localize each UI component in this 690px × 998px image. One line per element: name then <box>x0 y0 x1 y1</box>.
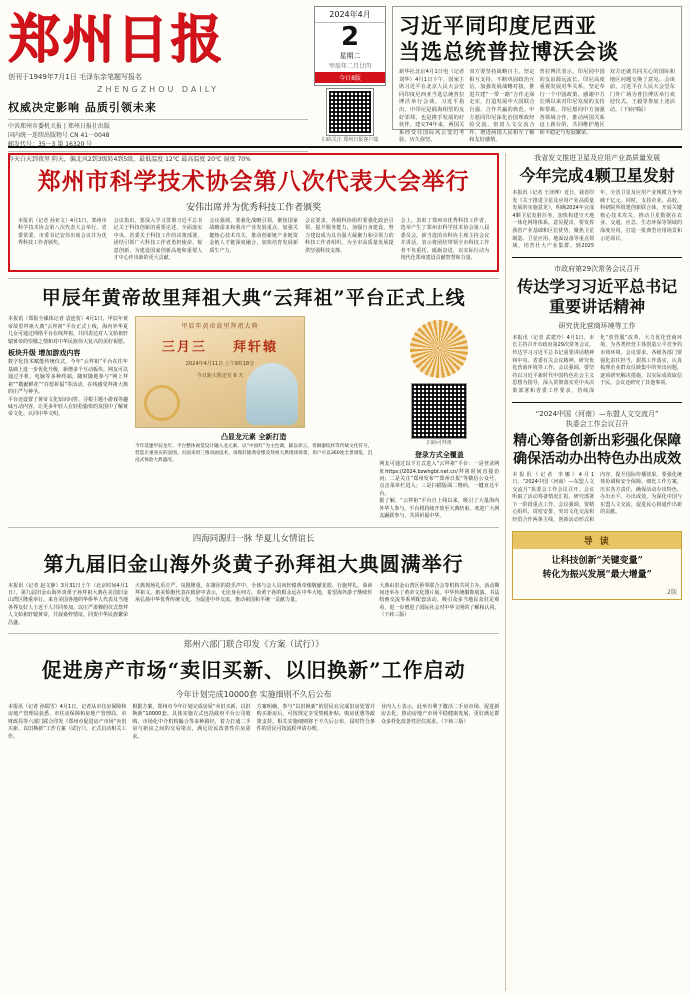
asean-title <box>512 432 682 468</box>
divider-2 <box>8 527 499 528</box>
yunbaizu-byline: 本报讯（郑报全媒体记者 袁连贺）4月1日，甲辰年黄帝故里拜祖大典“云拜祖”平台正式上线，海内外华夏儿女可通过网络平台在线拜祖，共同表达对人文始祖轩辕黄帝的崇敬之情和对中华民族伟大复兴的美好祝愿。 <box>8 316 129 345</box>
lead-col-4: 会议要求，各级科协组织要强化政治引领，提升服务能力，加强自身建设，努力建设成为具有强大凝聚力和引领力的科技工作者组织，为全市高质量发展提供坚强科技支撑。 <box>304 218 394 254</box>
left-column <box>8 153 499 991</box>
lead-col-2: 会议指出，要深入学习贯彻习近平总书记关于科技创新的重要论述，全面落实中央、省委关于科技工作的决策部署，团结引领广大科技工作者勇担使命、锐意创新，为建设国家创新高地和重要人才中心作出新的更大贡献。 <box>113 218 203 262</box>
right-article-satellite <box>512 153 682 251</box>
jinshan-col-3: 大典由旧金山湾区侨界联合会等机构共同主办。活动期间还举办了黄帝文化图片展、中华传统服饰展演、书法绘画交流等系列配套活动，吸引众多当地民众驻足观看，进一步增进了国际社会对中华文明的了解和认同。（下转三版） <box>379 582 500 619</box>
yunbaizu-col-left <box>8 316 128 520</box>
yunbaizu-col-right <box>379 316 499 520</box>
page-body <box>8 153 682 991</box>
right-divider-1 <box>512 257 682 258</box>
housing-col-2: 根据方案，郑州市今年计划完成房屋“卖旧买新、以旧换新”10000套。具体实施方式包括政府平台公司收购、市场化中介机构撮合等多种路径，着力打通二手房与新房之间的交易堵点，满足居民改善性住房需求。 <box>132 703 251 740</box>
guide-page-ref: 2版 <box>667 588 677 596</box>
poster-line-1: 甲辰年黄帝故里拜祖大典 <box>181 323 259 331</box>
top-headline-col-2: 双方要坚持战略自主，坚定相互支持，不断巩固政治互信，加强发展战略对接，推进共建“一带一路”合作走深走实，打造发展中大国联合自强、合作共赢的典范。中方愿同印尼深化治国理政经验交流，密切人文交流合作，增进两国人民相互了解和友好感情。 <box>469 69 535 144</box>
divider-3 <box>8 633 499 634</box>
jinshan-body <box>8 583 499 627</box>
lead-col-3: 会议强调，要强化战略引领，聚焦国家战略需求和我市产业发展重点，加强关键核心技术攻关，推动创新链产业链资金链人才链深度融合，加快培育发展新质生产力。 <box>209 218 298 254</box>
baizu-qr-icon[interactable] <box>412 384 466 438</box>
yunbaizu-title: 甲辰年黄帝故里拜祖大典“云拜祖”平台正式上线 <box>41 287 466 310</box>
founded-note: 创刊于1949年7月1日 毛泽东亲笔题写报名 <box>8 73 142 81</box>
asean-body: 本报讯（记者 李娜）4月1日，“2024中国（河南）—东盟人文交流月”执委会工作会议召开。会议听取了活动筹备情况汇报，研究部署下一阶段重点工作。会议强调，要精心组织、周密安排，突出文化交流和经贸合作两条主线，创新活动形式和内容，提升国际传播效果。要强化统筹协调和安全保障，细化工作方案，压实各方责任，确保活动办出特色、办出水平、办出成效，为深化中国与东盟人文交流、促进民心相通作出新的贡献。 <box>512 471 682 524</box>
guide-line-2: 转化为振兴发展“最大增量” <box>542 569 652 580</box>
top-headline-box <box>392 6 682 144</box>
issue-pages-tag: 今日8版 <box>315 72 385 83</box>
top-headline-col-3: 普拉博沃表示，印尼同中国的友谊源远流长，印尼高度重视发展对华关系，坚定奉行一个中国政策。感谢中方长期以来对印尼发展的支持和帮助。印尼愿同中方加强各领域合作，推动两国关系迈上新台阶，共同维护地区和平稳定与发展繁荣。 <box>539 69 605 136</box>
newspaper-pinyin: ZHENGZHOU DAILY <box>96 85 220 94</box>
meeting-title-line-2: 重要讲话精神 <box>549 296 646 316</box>
right-article-asean <box>512 409 682 525</box>
yunbaizu-subhead-2: 凸显龙元素 全新打造 <box>220 433 287 442</box>
satellite-kicker: 我省发文推进卫星及应用产业高质量发展 <box>534 154 661 162</box>
satellite-title: 今年完成4颗卫星发射 <box>519 166 675 185</box>
yunbaizu-right-body-2: 据了解，“云拜祖”平台自上线以来，吸引了大量海内外华人参与。平台将持续开放至大典结束，欢迎广大网友踊跃参与，共同祈福中华。 <box>379 498 500 520</box>
divider-1 <box>8 278 499 279</box>
lead-article-body <box>18 218 489 262</box>
top-headline-line-2: 当选总统普拉博沃会谈 <box>399 39 619 64</box>
qr-caption: 扫码关注 郑州日报客户端 <box>321 137 379 143</box>
baizu-poster-image <box>135 316 305 428</box>
lead-article-title: 郑州市科学技术协会第八次代表大会举行 <box>37 168 470 195</box>
asean-title-line-2: 确保活动办出特色办出成效 <box>513 450 682 467</box>
poster-figure-decor <box>246 363 298 425</box>
baizu-qr-caption: 扫码可拜祖 <box>426 440 452 447</box>
housing-col-4: 业内人士表示，此举有利于激活二手房市场、促进新房去化，推动房地产市场平稳健康发展，更好满足群众多样化改善性居住需求。（下转三版） <box>380 703 500 725</box>
top-headline-col-4: 双方还就共同关心的国际和地区问题交换了意见。会谈前，习近平在人民大会堂东门外广场为普拉博沃举行欢迎仪式。王毅等参加上述活动。（下转四版） <box>609 69 675 113</box>
weather-line: 今天白天到夜里 阴天，偏北风2到3级转4到5级，最低温度 12℃ 最高温度 20℃ 湿度 70% <box>8 151 308 163</box>
masthead-meta <box>8 119 308 149</box>
sunburst-decor-icon <box>410 320 468 378</box>
top-headline-body <box>399 69 675 145</box>
article-housing <box>8 633 499 741</box>
yunbaizu-col-mid <box>135 316 372 520</box>
article-yunbaizu <box>8 278 499 520</box>
guide-box <box>512 531 682 600</box>
right-column <box>505 153 682 991</box>
date-day: 2 <box>340 22 360 52</box>
masthead-slogan: 权威决定影响 品质引领未来 <box>8 101 157 114</box>
yunbaizu-body <box>8 316 499 520</box>
poster-line-2-text: 三月三 <box>161 340 207 356</box>
meta-line-3: 邮发代号：35－3 第 16320 号 <box>8 141 93 148</box>
lead-col-1: 本报讯（记者 孙亚文）4月1日，郑州市科学技术协会第八次代表大会举行。省委常委、市委书记安伟出席会议并为优秀科技工作者颁奖。 <box>18 218 107 247</box>
asean-kicker-line-2: 执委会工作会议召开 <box>565 419 629 428</box>
poster-date: 2024年4月11日 上午9时18分 <box>185 361 255 368</box>
masthead-left <box>8 6 308 163</box>
meta-line-1: 中共郑州市委机关报 | 郑州日报社出版 <box>8 123 110 130</box>
housing-subtitle: 今年计划完成10000套 实施细则不久后公布 <box>175 689 332 699</box>
right-article-meeting <box>512 264 682 396</box>
lead-col-5: 会上，表彰了郑州市优秀科技工作者，选举产生了郑州市科学技术协会第八届委员会。新当选的市科协主席主持会议并讲话，表示将团结带领全市科技工作者不负重托、砥砺奋进，以实际行动为现代化郑州建设贡献智慧和力量。 <box>400 218 490 262</box>
poster-line-2 <box>136 336 304 355</box>
date-weekday: 星期二 <box>339 52 361 60</box>
jinshan-kicker: 四海同源归一脉 华夏儿女情谊长 <box>192 533 315 544</box>
housing-body <box>8 704 499 741</box>
jinshan-col-1: 本报讯（记者 赵文静）3月31日上午（北京时间4月1日），第九届旧金山海外炎黄子孙拜祖大典在美国旧金山湾区隆重举行。来自美国各地的华侨华人代表及当地各界友好人士近千人共同参加，以庄严肃穆的仪式祭拜人文始祖轩辕黄帝，共叙桑梓情谊，同贺中华民族繁荣昌盛。 <box>8 582 129 626</box>
guide-header: 导 读 <box>513 532 681 549</box>
meeting-body: 本报讯（记者 武建玲）4月1日，市长主持召开市政府第29次常务会议，传达学习习近平总书记重要讲话精神和中央、省委有关会议精神，研究优化营商环境等工作。会议强调，要坚持以习近平新时代中国特色社会主义思想为指导，深入贯彻落实党中央决策部署和省委工作要求，持续深化“放管服”改革，大力优化营商环境，为各类经营主体创造公平竞争的市场环境。会议要求，各级各部门要强化责任担当，狠抓工作落实，认真梳理企业群众反映集中的突出问题，逐项研究解决措施，以实际成效取信于民。会议还研究了其他事项。 <box>512 334 682 394</box>
date-lunar: 甲辰年二月廿四 <box>328 63 371 70</box>
article-jinshan <box>8 527 499 627</box>
top-headline <box>399 13 675 65</box>
jinshan-title: 第九届旧金山海外炎黄子孙拜祖大典圆满举行 <box>43 551 464 576</box>
meeting-subtitle: 研究优化营商环境等工作 <box>558 321 636 330</box>
meeting-title-line-1: 传达学习习近平总书记 <box>517 276 678 296</box>
date-block <box>314 6 386 143</box>
yunbaizu-left-body-2: 平台还设置了黄帝文化知识问答、寻根主题小游戏等趣味互动内容，让更多年轻人在轻松愉快的氛围中了解黄帝文化、认同中华文明。 <box>8 396 129 418</box>
date-year-month: 2024年4月 <box>315 9 385 23</box>
meta-line-2: 国内统一连续出版物号 CN 41－0048 <box>8 132 110 139</box>
poster-line-3-text: 拜轩辕 <box>233 340 279 356</box>
jinshan-col-2: 大典现场礼乐庄严、氛围隆重。在雄浑的鼓乐声中，全体与会人员向轩辕黄帝像敬献花篮、行施拜礼，恭读拜祖文。旅美侨胞代表在致辞中表示，无论身在何方，炎黄子孙的根永远在中华大地，希望海外游子继续传承弘扬中华优秀传统文化，为促进中外交流、推动祖国和平统一贡献力量。 <box>135 582 373 604</box>
top-headline-line-1: 习近平同印度尼西亚 <box>399 13 597 38</box>
asean-title-line-1: 精心筹备创新出彩强化保障 <box>513 432 682 449</box>
yunbaizu-mid-body: 今年适逢甲辰龙年，平台整体视觉设计融入龙元素，以“中国红”为主色调，辅以祥云、青铜器纹样等传统文化符号，营造庄重喜庆的氛围。页面采用三维动画技术，再现轩辕黄帝像及拜祖大典现场场景，用户可以360度全景浏览，沉浸式体验大典盛况。 <box>135 444 373 463</box>
guide-body[interactable] <box>513 549 681 587</box>
poster-ring-decor <box>144 385 180 421</box>
satellite-body: 本报讯（记者 王译博）近日，我省印发《关于推进卫星及应用产业高质量发展的实施意见》，明确2024年完成4颗卫星发射任务，加快构建空天地一体化网络体系。意见提出，要发挥我省产业基础和区位优势，聚焦卫星制造、卫星应用、地面设备等重点领域，培育壮大产业集群。到2025年，全省卫星及应用产业规模力争突破千亿元。同时，支持企业、高校、科研院所组建创新联合体，开展关键核心技术攻关，推动卫星数据在农业、交通、应急、生态环保等领域的深度应用，打造一批典型应用场景和示范项目。 <box>512 190 682 250</box>
housing-col-3: 方案明确，参与“以旧换新”的居民在完成旧房处置并购买新房后，可按规定享受契税补贴、购房优惠等政策支持。相关实施细则将于不久后公布，届时符合条件的居民可按流程申请办理。 <box>256 703 375 733</box>
lead-article <box>8 153 499 272</box>
asean-kicker <box>512 409 682 429</box>
yunbaizu-subhead-1: 板块升级 增加游戏内容 <box>8 349 81 358</box>
qr-code-icon[interactable] <box>327 89 373 135</box>
housing-col-1: 本报讯（记者 孙瑞雪）4月1日，记者从市住房保障和房地产管理局获悉，市住房保障和房地产管理局、市财政局等六部门联合印发《郑州市促进房产市场“卖旧买新、以旧换新”工作方案（试行）》，正式启动相关工作。 <box>8 703 127 740</box>
yunbaizu-right-body-1: 网友可通过以下方式进入“云拜祖”平台：一是登录网址https://2024.bzwhgbt.net.cn/拜祖时间直接访问；二是关注“郑州发布”“郑州日报”等微信公众号，点击菜单栏进入；三是扫描版面二维码，一键直达平台。 <box>379 461 500 497</box>
poster-countdown: 今日距大典还有 9 天 <box>196 373 244 380</box>
yunbaizu-subhead-3: 登录方式全覆盖 <box>414 450 464 459</box>
yunbaizu-left-body-1: 数字化技术赋能传统仪式，今年“云拜祖”平台在往年基础上进一步优化升级，新增多个互动板块。网友可以通过手机、电脑等多种终端，随时随地参与“网上拜祖”“敬献鲜花”“许愿祈福”等活动，在线感受拜祖大典的庄严与神圣。 <box>8 359 129 396</box>
housing-title: 促进房产市场“卖旧买新、以旧换新”工作启动 <box>41 657 466 682</box>
guide-line-1: 让科技创新“关键变量” <box>551 555 643 566</box>
asean-kicker-line-1: “2024中国（河南）—东盟人文交流月” <box>535 409 659 418</box>
lead-article-subtitle: 安伟出席并为优秀科技工作者颁奖 <box>186 203 322 213</box>
meeting-title <box>512 277 682 317</box>
meeting-kicker: 市政府第29次常务会议召开 <box>554 264 641 273</box>
newspaper-title: 郑州日报 <box>8 9 225 70</box>
right-divider-2 <box>512 402 682 403</box>
housing-kicker: 郑州六部门联合印发《方案（试行）》 <box>183 639 324 650</box>
top-headline-col-1: 新华社北京4月1日电（记者刘华）4月1日下午，国家主席习近平在北京人民大会堂同印度尼西亚当选总统普拉博沃举行会谈。习近平指出，中印尼是隔海相望的友好邻邦，也是携手发展的好伙伴。建交74年来，两国关系经受住国际风云变幻考验，历久弥坚。 <box>399 69 465 144</box>
